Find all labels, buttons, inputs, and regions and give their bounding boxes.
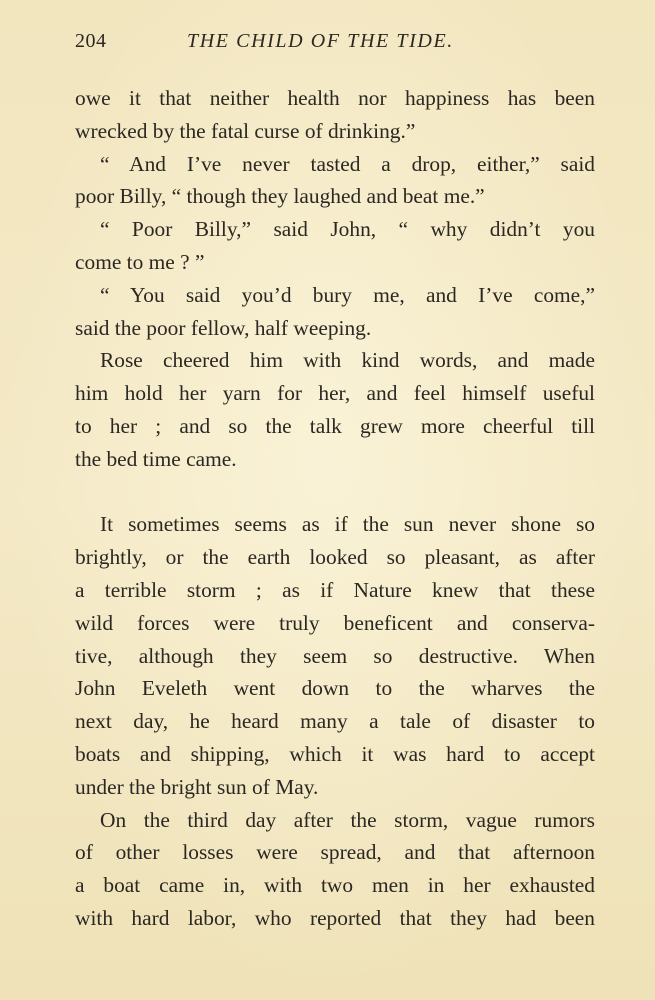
text-line: of other losses were spread, and that afternoon	[75, 840, 595, 865]
paragraph	[75, 82, 595, 148]
section-break	[75, 476, 595, 509]
running-title: THE CHILD OF THE TIDE.	[187, 30, 454, 52]
text-line: the bed time came.	[75, 446, 237, 471]
paragraph	[75, 279, 595, 345]
text-line: to her ; and so the talk grew more cheerful till	[75, 413, 595, 438]
paragraph	[75, 213, 595, 279]
text-line: “ And I’ve never tasted a drop, either,” said	[100, 151, 595, 176]
text-line: owe it that neither health nor happiness has been	[75, 86, 595, 110]
text-line: under the bright sun of May.	[75, 774, 319, 799]
text-line: brightly, or the earth looked so pleasant, as after	[75, 545, 595, 570]
text-line: with hard labor, who reported that they had been	[75, 905, 595, 930]
paragraph	[75, 344, 595, 475]
text-line: come to me ? ”	[75, 249, 205, 274]
paragraph	[75, 148, 595, 214]
text-line: tive, although they seem so destructive. When	[75, 643, 595, 668]
text-line: next day, he heard many a tale of disaster to	[75, 709, 595, 734]
text-line: It sometimes seems as if the sun never shone so	[100, 512, 595, 537]
paragraph	[75, 508, 595, 803]
text-line: a terrible storm ; as if Nature knew that these	[75, 577, 595, 602]
text-line: On the third day after the storm, vague rumors	[100, 807, 595, 832]
text-line: wild forces were truly beneficent and conserva-	[75, 610, 595, 635]
running-head	[75, 30, 595, 56]
text-line: poor Billy, “ though they laughed and beat me.”	[75, 184, 485, 209]
text-line: “ You said you’d bury me, and I’ve come,”	[100, 282, 595, 307]
text-line: said the poor fellow, half weeping.	[75, 315, 372, 340]
paragraph	[75, 804, 595, 935]
text-line: “ Poor Billy,” said John, “ why didn’t you	[100, 217, 595, 242]
body-text	[75, 82, 595, 935]
page-number: 204	[75, 30, 107, 52]
text-line: wrecked by the fatal curse of drinking.”	[75, 118, 416, 143]
text-line: John Eveleth went down to the wharves the	[75, 676, 595, 701]
text-line: a boat came in, with two men in her exhausted	[75, 873, 595, 898]
text-line: boats and shipping, which it was hard to accept	[75, 741, 595, 766]
text-line: him hold her yarn for her, and feel himself useful	[75, 381, 595, 406]
text-line: Rose cheered him with kind words, and made	[100, 348, 595, 373]
